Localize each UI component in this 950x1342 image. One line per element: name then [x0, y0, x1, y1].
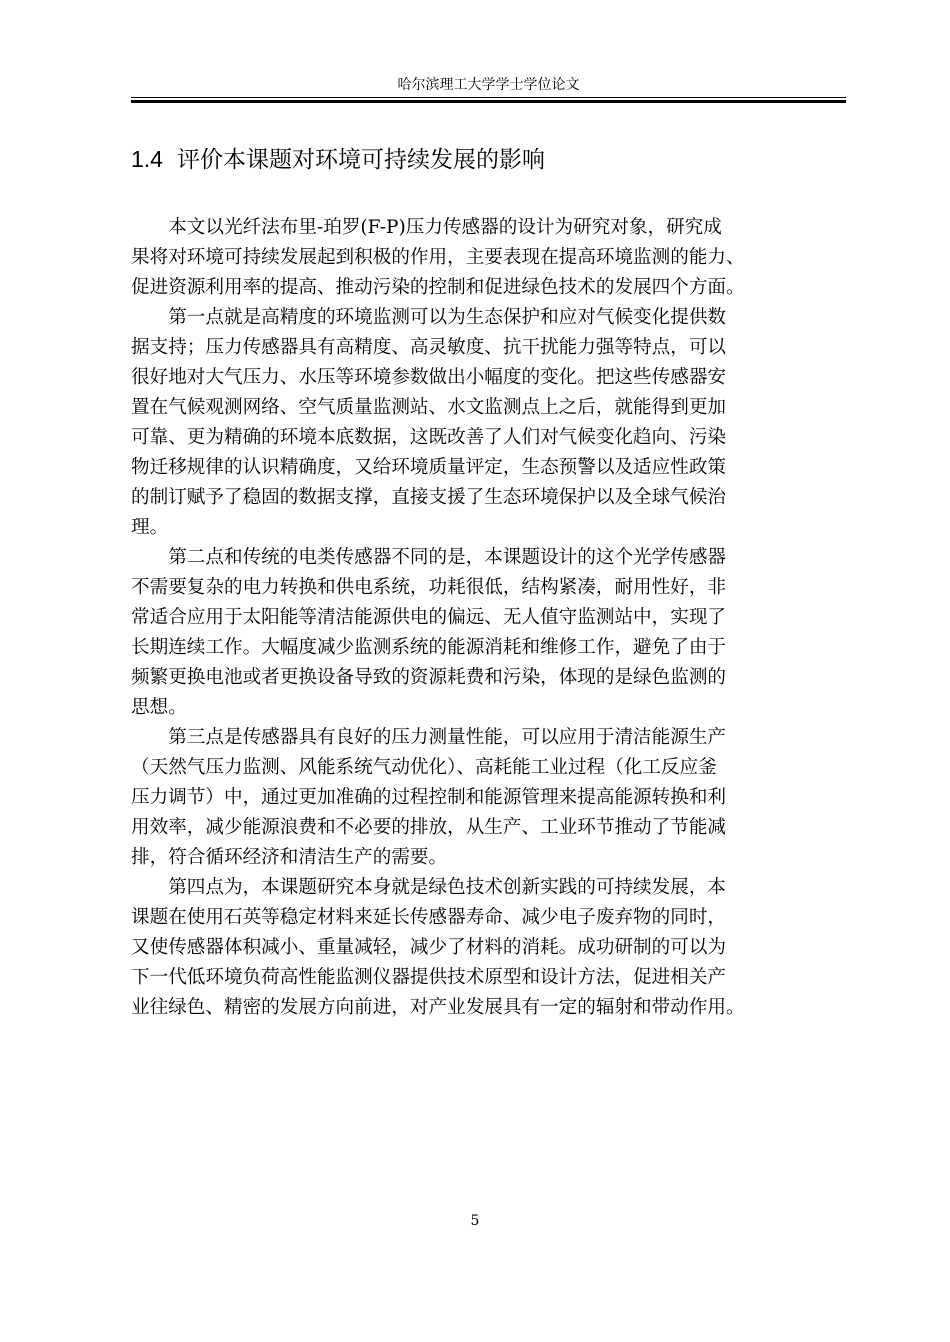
paragraph-line: 的制订赋予了稳固的数据支撑，直接支援了生态环境保护以及全球气候治 — [131, 487, 727, 508]
paragraph — [131, 543, 846, 723]
paragraph — [131, 303, 846, 543]
paragraph — [131, 723, 846, 873]
paragraph-line: 第二点和传统的电类传感器不同的是，本课题设计的这个光学传感器 — [168, 547, 727, 568]
paragraph-line: 思想。 — [131, 697, 187, 718]
body-text — [131, 213, 846, 1023]
paragraph-line: 又使传感器体积减小、重量减轻，减少了材料的消耗。成功研制的可以为 — [131, 937, 727, 958]
paragraph-line: 下一代低环境负荷高性能监测仪器提供技术原型和设计方法，促进相关产 — [131, 967, 727, 988]
header-rule-thick — [131, 100, 846, 103]
paragraph-line: 可靠、更为精确的环境本底数据，这既改善了人们对气候变化趋向、污染 — [131, 427, 727, 448]
header-rule-thin — [131, 97, 846, 98]
section-heading — [131, 142, 846, 177]
paragraph — [131, 213, 846, 303]
paragraph-line: 果将对环境可持续发展起到积极的作用，主要表现在提高环境监测的能力、 — [131, 247, 745, 268]
paragraph-line: 压力调节）中，通过更加准确的过程控制和能源管理来提高能源转换和利 — [131, 787, 727, 808]
paragraph-line: 物迁移规律的认识精确度，又给环境质量评定，生态预警以及适应性政策 — [131, 457, 727, 478]
paragraph-line: 第一点就是高精度的环境监测可以为生态保护和应对气候变化提供数 — [168, 307, 727, 328]
paragraph-line: 据支持；压力传感器具有高精度、高灵敏度、抗干扰能力强等特点，可以 — [131, 337, 727, 358]
paragraph-line: 长期连续工作。大幅度减少监测系统的能源消耗和维修工作，避免了由于 — [131, 637, 727, 658]
page-number: 5 — [470, 1213, 480, 1229]
paragraph-line: 常适合应用于太阳能等清洁能源供电的偏远、无人值守监测站中，实现了 — [131, 607, 727, 628]
paragraph-line: 理。 — [131, 517, 169, 538]
paragraph-line: 业往绿色、精密的发展方向前进，对产业发展具有一定的辐射和带动作用。 — [131, 997, 745, 1018]
section-number: 1.4 — [131, 146, 163, 172]
paragraph-line: （天然气压力监测、风能系统气动优化）、高耗能工业过程（化工反应釜 — [131, 757, 717, 778]
paragraph-line: 频繁更换电池或者更换设备导致的资源耗费和污染，体现的是绿色监测的 — [131, 667, 727, 688]
paragraph-line: 用效率，减少能源浪费和不必要的排放，从生产、工业环节推动了节能减 — [131, 817, 727, 838]
paragraph-line: 第四点为，本课题研究本身就是绿色技术创新实践的可持续发展，本 — [168, 877, 727, 898]
paragraph-line: 课题在使用石英等稳定材料来延长传感器寿命、减少电子废弃物的同时， — [131, 907, 727, 928]
paragraph-line: 置在气候观测网络、空气质量监测站、水文监测点上之后，就能得到更加 — [131, 397, 727, 418]
paragraph — [131, 873, 846, 1023]
running-header: 哈尔滨理工大学学士学位论文 — [397, 77, 580, 93]
section-title: 评价本课题对环境可持续发展的影响 — [176, 147, 545, 173]
paragraph-line: 很好地对大气压力、水压等环境参数做出小幅度的变化。把这些传感器安 — [131, 367, 727, 388]
paragraph-line: 排，符合循环经济和清洁生产的需要。 — [131, 847, 448, 868]
paragraph-line: 本文以光纤法布里-珀罗(F-P)压力传感器的设计为研究对象，研究成 — [168, 217, 722, 238]
paragraph-line: 不需要复杂的电力转换和供电系统，功耗很低，结构紧凑，耐用性好，非 — [131, 577, 727, 598]
paragraph-line: 促进资源利用率的提高、推动污染的控制和促进绿色技术的发展四个方面。 — [131, 277, 745, 298]
paragraph-line: 第三点是传感器具有良好的压力测量性能，可以应用于清洁能源生产 — [168, 727, 727, 748]
